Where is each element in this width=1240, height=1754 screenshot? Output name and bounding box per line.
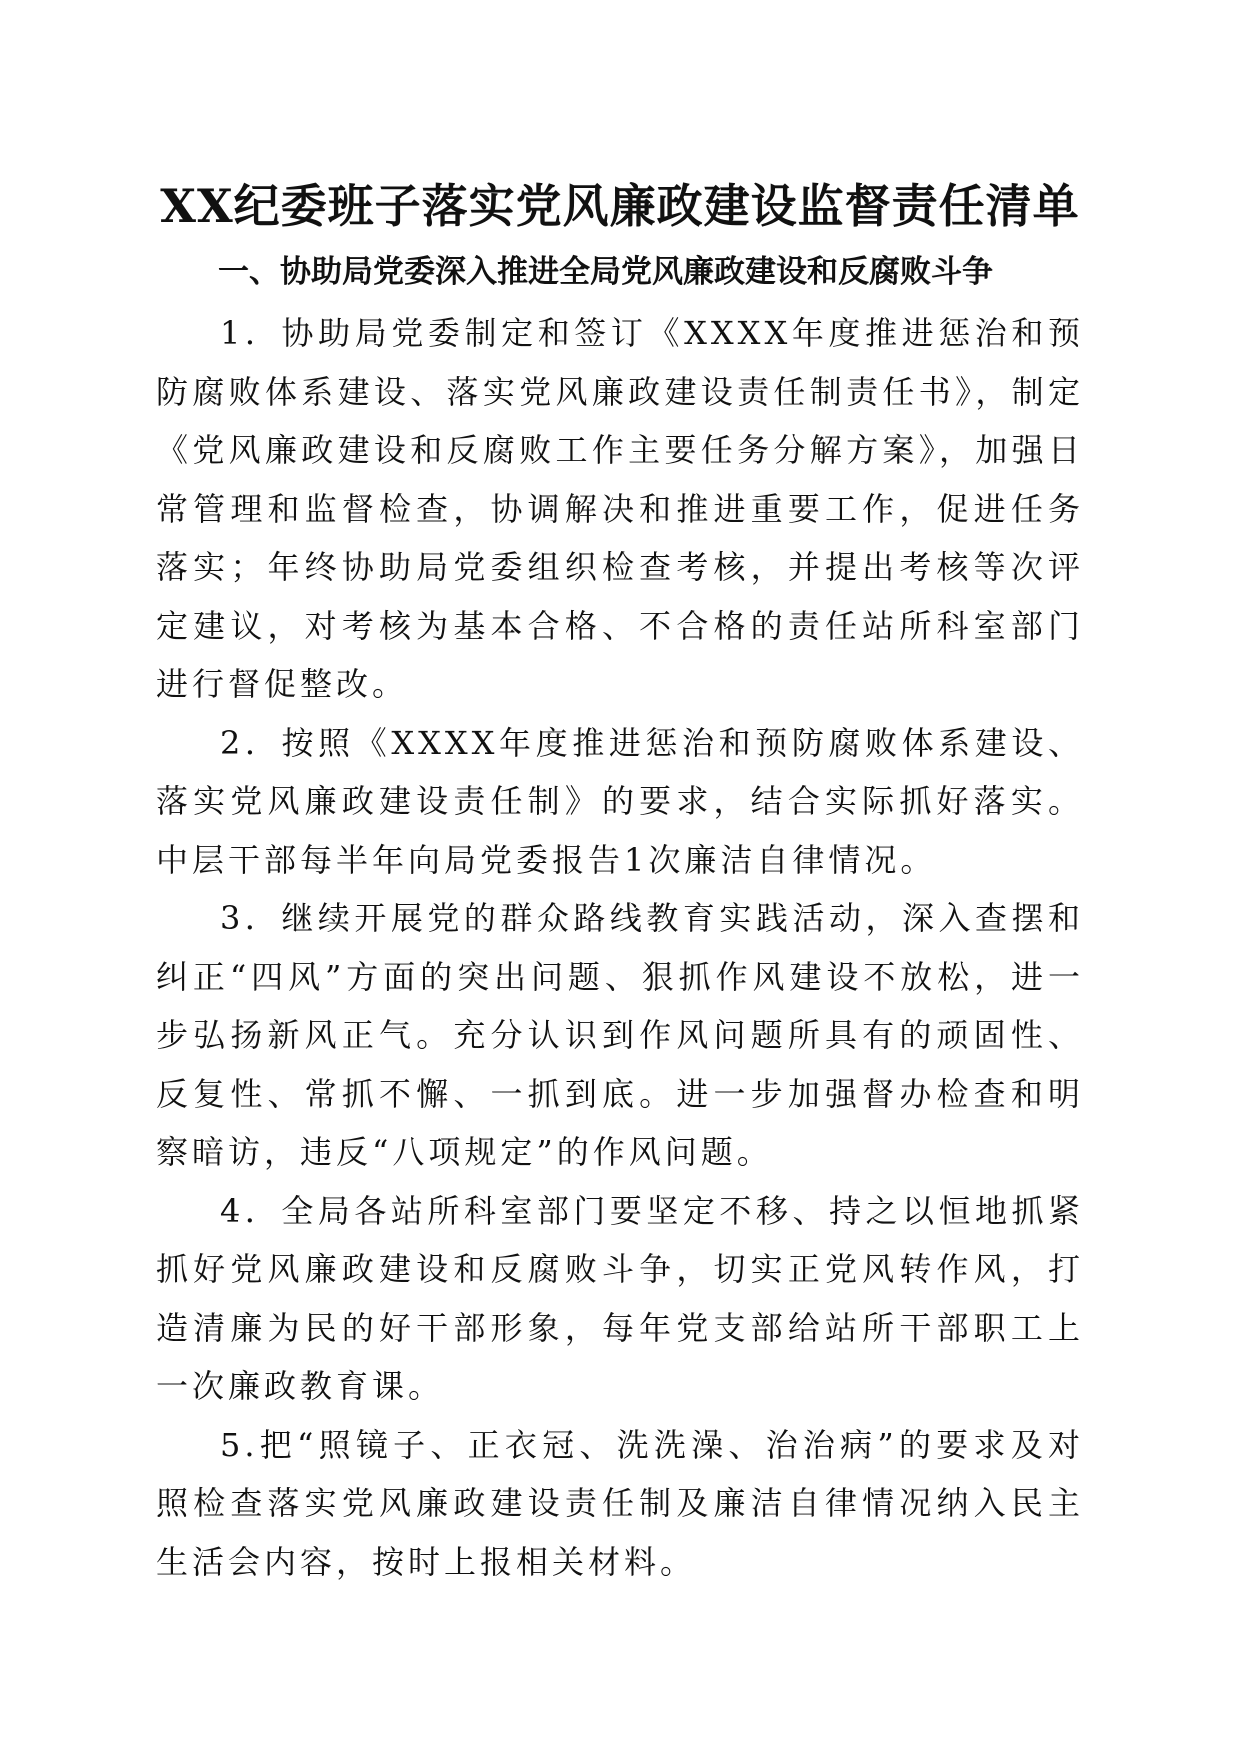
document-title: XX纪委班子落实党风廉政建设监督责任清单 [160, 179, 1080, 233]
section-heading: 一、协助局党委深入推进全局党风廉政建设和反腐败斗争 [218, 254, 993, 290]
document-body [156, 304, 1084, 1591]
paragraph-2: 2．按照《XXXX年度推进惩治和预防腐败体系建设、落实党风廉政建设责任制》的要求，结合实际抓好落实。中层干部每半年向局党委报告1次廉洁自律情况。 [156, 723, 1084, 879]
paragraph-1: 1．协助局党委制定和签订《XXXX年度推进惩治和预防腐败体系建设、落实党风廉政建设责任制责任书》，制定《党风廉政建设和反腐败工作主要任务分解方案》，加强日常管理和监督检查，协调解决和推进重要工作，促进任务落实；年终协助局党委组织检查考核，并提出考核等次评定建议，对考核为基本合格、不合格的责任站所科室部门进行督促整改。 [156, 314, 1084, 703]
paragraph-3: 3．继续开展党的群众路线教育实践活动，深入查摆和纠正“四风”方面的突出问题、狠抓作风建设不放松，进一步弘扬新风正气。充分认识到作风问题所具有的顽固性、反复性、常抓不懈、一抓到底。进一步加强督办检查和明察暗访，违反“八项规定”的作风问题。 [156, 899, 1084, 1171]
document-page [156, 0, 1084, 1754]
paragraph-5: 5.把“照镜子、正衣冠、洗洗澡、治治病”的要求及对照检查落实党风廉政建设责任制及廉洁自律情况纳入民主生活会内容，按时上报相关材料。 [156, 1425, 1084, 1581]
paragraph-4: 4．全局各站所科室部门要坚定不移、持之以恒地抓紧抓好党风廉政建设和反腐败斗争，切实正党风转作风，打造清廉为民的好干部形象，每年党支部给站所干部职工上一次廉政教育课。 [156, 1191, 1084, 1405]
